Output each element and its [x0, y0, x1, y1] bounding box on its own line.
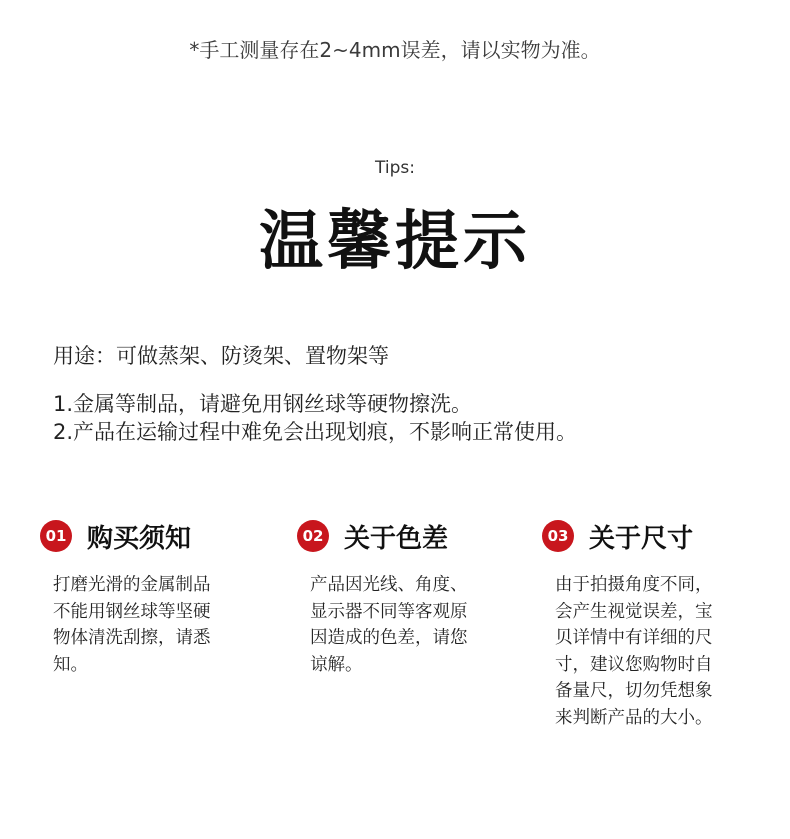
section-size	[542, 518, 752, 731]
body-line: 贝详情中有详细的尺	[555, 628, 713, 648]
section-body	[310, 572, 507, 678]
section-purchase-notice	[40, 518, 250, 678]
section-body	[53, 572, 250, 678]
section-header	[297, 518, 507, 554]
section-title: 关于尺寸	[589, 523, 694, 554]
body-line: 谅解。	[310, 654, 363, 675]
body-line: 会产生视觉误差，宝	[555, 601, 713, 622]
section-title: 购买须知	[87, 523, 192, 554]
body-line: 寸，建议您购物时自	[555, 654, 713, 675]
section-body	[555, 572, 752, 731]
tips-label: Tips:	[375, 158, 415, 178]
section-color-difference	[297, 518, 507, 678]
body-line: 物体清洗刮擦，请悉	[53, 628, 211, 648]
section-header	[542, 518, 752, 554]
body-line: 由于拍摄角度不同，	[555, 575, 713, 595]
measurement-note: *手工测量存在2~4mm误差，请以实物为准。	[189, 38, 601, 62]
rule-item: 2.产品在运输过程中难免会出现划痕，不影响正常使用。	[53, 420, 578, 444]
body-line: 产品因光线、角度、	[310, 575, 468, 595]
body-line: 因造成的色差，请您	[310, 628, 468, 648]
rules-list	[53, 390, 577, 446]
body-line: 打磨光滑的金属制品	[53, 575, 211, 595]
usage-text: 用途：可做蒸架、防烫架、置物架等	[53, 344, 389, 368]
number-badge: 01	[40, 520, 72, 552]
section-header	[40, 518, 250, 554]
body-line: 知。	[53, 654, 88, 675]
body-line: 备量尺，切勿凭想象	[555, 681, 713, 701]
body-line: 不能用钢丝球等坚硬	[53, 601, 211, 622]
body-line: 显示器不同等客观原	[310, 601, 468, 622]
rule-item: 1.金属等制品，请避免用钢丝球等硬物擦洗。	[53, 392, 473, 416]
page-title: 温馨提示	[259, 205, 531, 279]
number-badge: 02	[297, 520, 329, 552]
number-badge: 03	[542, 520, 574, 552]
body-line: 来判断产品的大小。	[555, 707, 713, 728]
section-title: 关于色差	[344, 523, 449, 554]
